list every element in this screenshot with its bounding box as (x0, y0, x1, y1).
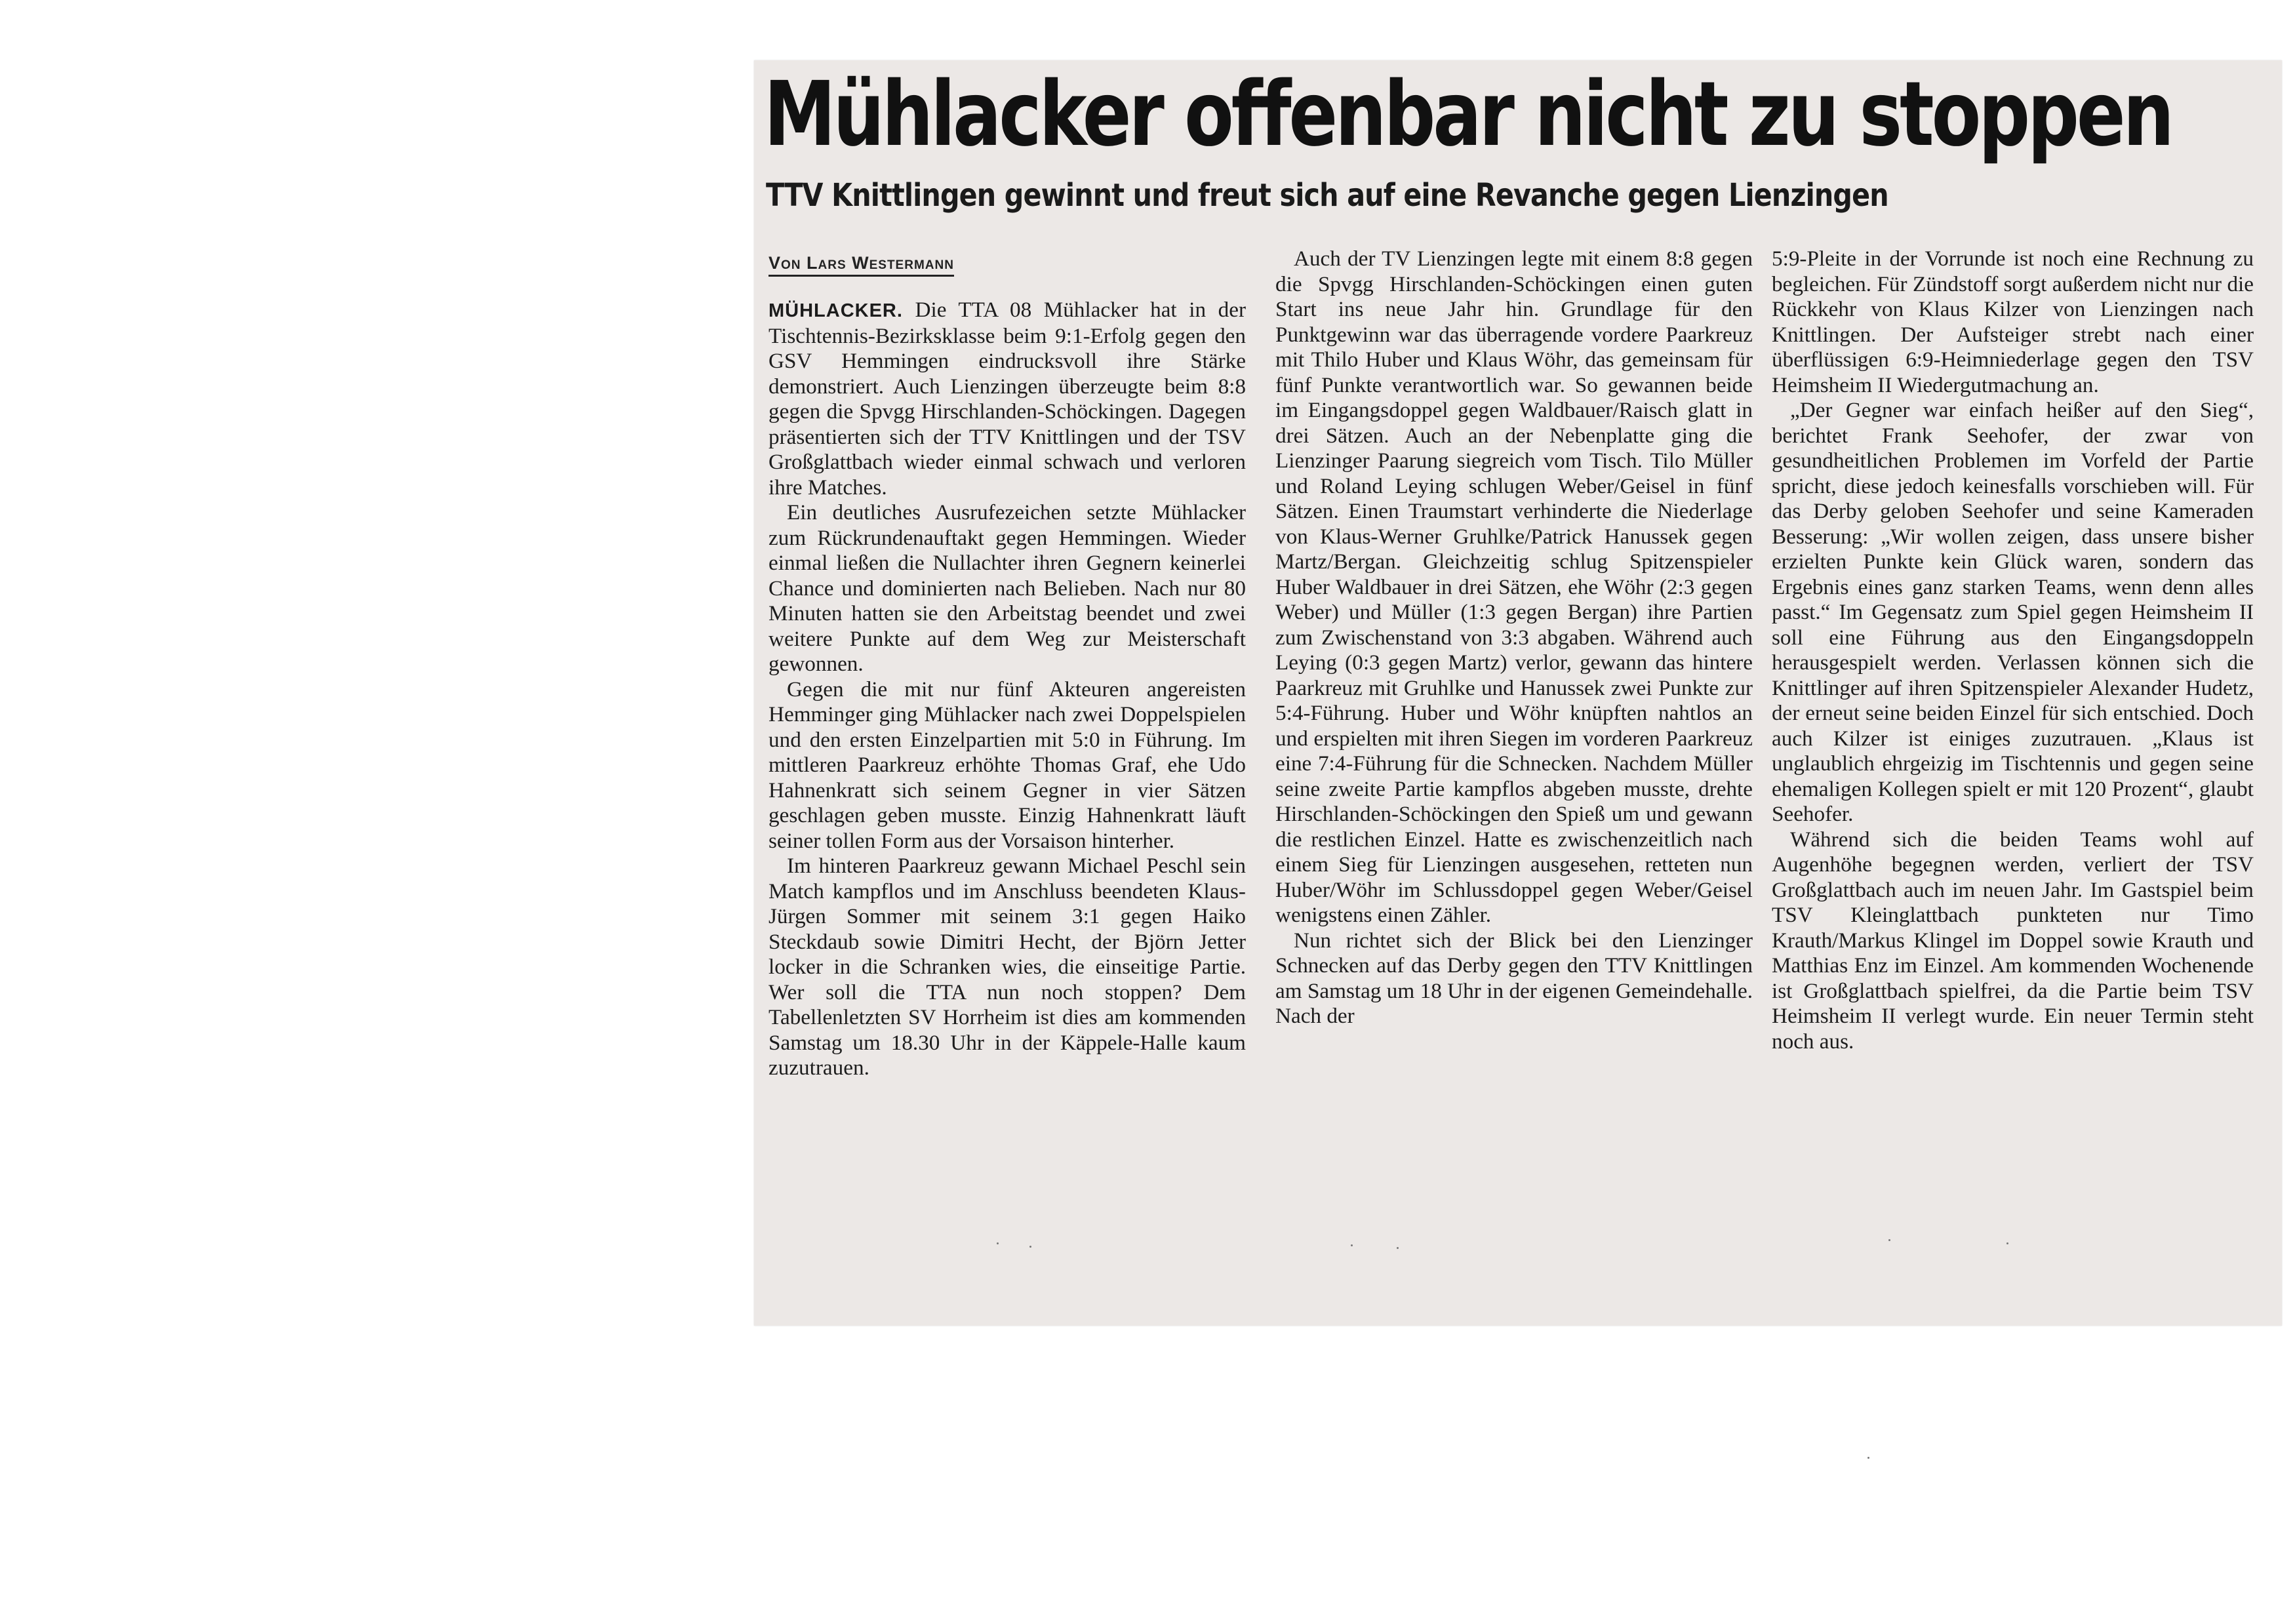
paragraph: 5:9-Pleite in der Vorrunde ist noch eine Rechnung zu begleichen. Für Zündstoff sorgt außerdem nicht nur die Rückkehr von Klaus Kilzer von Lienzingen nach Knittlingen. Der Aufsteiger strebt nach einer überflüssigen 6:9-Heimniederlage gegen den TSV Heimsheim II Wiedergutmachung an. (1772, 247, 2254, 397)
paragraph-text: Die TTA 08 Mühlacker hat in der Tischtennis-Bezirksklasse beim 9:1-Erfolg gegen den GSV Hemmingen eindrucksvoll ihre Stärke demonstriert. Auch Lienzingen überzeugte beim 8:8 gegen die Spvgg Hirschlanden-Schöckingen. Dagegen präsentierten sich der TTV Knittlingen und der TSV Großglattbach wieder einmal schwach und verloren ihre Matches. (768, 298, 1246, 500)
scan-speck (1397, 1247, 1399, 1249)
article-column-1 (768, 298, 1246, 1081)
paragraph: „Der Gegner war einfach heißer auf den Sieg“, berichtet Frank Seehofer, der zwar von gesundheitlichen Problemen im Vorfeld der Partie spricht, diese jedoch keinesfalls vorschieben will. Für das Derby geloben Seehofer und seine Kameraden Besserung: „Wir wollen zeigen, dass unsere bisher erzielten Punkte kein Glück waren, sondern das Ergebnis eines ganz starken Teams, wenn denn alles passt.“ Im Gegensatz zum Spiel gegen Heimsheim II soll eine Führung aus den Eingangsdoppeln herausgespielt werden. Verlassen können sich die Knittlinger auf ihren Spitzenspieler Alexander Hudetz, der erneut seine beiden Einzel für sich entschied. Doch auch Kilzer ist einiges zuzutrauen. „Klaus ist unglaublich ehrgeizig im Tischtennis und gegen seine ehemaligen Kollegen spielt er mit 120 Prozent“, glaubt Seehofer. (1772, 398, 2254, 826)
paragraph: Im hinteren Paarkreuz gewann Michael Peschl sein Match kampflos und im Anschluss beendeten Klaus-Jürgen Sommer mit seinem 3:1 gegen Haiko Steckdaub sowie Dimitri Hecht, der Björn Jetter locker in die Schranken wies, die einseitige Partie. Wer soll die TTA nun noch stoppen? Dem Tabellenletzten SV Horrheim ist dies am kommenden Samstag um 18.30 Uhr in der Käppele-Halle kaum zuzutrauen. (768, 854, 1246, 1080)
scan-speck (1029, 1246, 1031, 1248)
scan-speck (997, 1242, 999, 1244)
scan-speck (2006, 1242, 2008, 1244)
article-column-2 (1275, 247, 1753, 1029)
article-byline: Von Lars Westermann (768, 253, 954, 277)
scan-speck (1888, 1239, 1890, 1241)
paragraph: Gegen die mit nur fünf Akteuren angereisten Hemminger ging Mühlacker nach zwei Doppelspielen und den ersten Einzelpartien mit 5:0 in Führung. Im mittleren Paarkreuz erhöhte Thomas Graf, ehe Udo Hahnenkratt sich seinem Gegner in vier Sätzen geschlagen geben musste. Einzig Hahnenkratt läuft seiner tollen Form aus der Vorsaison hinterher. (768, 677, 1246, 853)
paragraph: Während sich die beiden Teams wohl auf Augenhöhe begegnen werden, verliert der TSV Großglattbach auch im neuen Jahr. Im Gastspiel beim TSV Kleinglattbach punkteten nur Timo Krauth/Markus Klingel im Doppel sowie Krauth und Matthias Enz im Einzel. Am kommenden Wochenende ist Großglattbach spielfrei, da die Partie beim TSV Heimsheim II verlegt wurde. Ein neuer Termin steht noch aus. (1772, 827, 2254, 1054)
dateline: MÜHLACKER. (768, 300, 903, 321)
article-headline: Mühlacker offenbar nicht zu stoppen (764, 63, 2172, 167)
article-column-3 (1772, 247, 2254, 1054)
paragraph: Auch der TV Lienzingen legte mit einem 8:8 gegen die Spvgg Hirschlanden-Schöckingen einen guten Start ins neue Jahr hin. Grundlage für den Punktgewinn war das überragende vordere Paarkreuz mit Thilo Huber und Klaus Wöhr, das gemeinsam für fünf Punkte verantwortlich war. So gewannen beide im Eingangsdoppel gegen Waldbauer/Raisch glatt in drei Sätzen. Auch an der Nebenplatte ging die Lienzinger Paarung siegreich vom Tisch. Tilo Müller und Roland Leying schlugen Weber/Geisel in fünf Sätzen. Einen Traumstart verhinderte die Niederlage von Klaus-Werner Gruhlke/Patrick Hanussek gegen Martz/Bergan. Gleichzeitig schlug Spitzenspieler Huber Waldbauer in drei Sätzen, ehe Wöhr (2:3 gegen Weber) und Müller (1:3 gegen Bergan) ihre Partien zum Zwischenstand von 3:3 abgaben. Während auch Leying (0:3 gegen Martz) verlor, gewann das hintere Paarkreuz mit Gruhlke und Hanussek zwei Punkte zur 5:4-Führung. Huber und Wöhr knüpften nahtlos an und erspielten mit ihren Siegen im vorderen Paarkreuz eine 7:4-Führung für die Schnecken. Nachdem Müller seine zweite Partie kampflos abgeben musste, drehte Hirschlanden-Schöckingen den Spieß um und gewann die restlichen Einzel. Hatte es zwischenzeitlich nach einem Sieg für Lienzingen ausgesehen, retteten nun Huber/Wöhr im Schlussdoppel gegen Weber/Geisel wenigstens einen Zähler. (1275, 247, 1753, 927)
scan-speck (1867, 1457, 1869, 1459)
scan-speck (1351, 1244, 1353, 1246)
paragraph: Ein deutliches Ausrufezeichen setzte Mühlacker zum Rückrundenauftakt gegen Hemmingen. Wieder einmal ließen die Nullachter ihren Gegnern keinerlei Chance und dominierten nach Belieben. Nach nur 80 Minuten hatten sie den Arbeitstag beendet und zwei weitere Punkte auf dem Weg zur Meisterschaft gewonnen. (768, 500, 1246, 676)
paragraph (768, 298, 1246, 500)
article-subheadline: TTV Knittlingen gewinnt und freut sich auf eine Revanche gegen Lienzingen (766, 177, 1888, 214)
paragraph: Nun richtet sich der Blick bei den Lienzinger Schnecken auf das Derby gegen den TTV Knittlingen am Samstag um 18 Uhr in der eigenen Gemeindehalle. Nach der (1275, 928, 1753, 1028)
